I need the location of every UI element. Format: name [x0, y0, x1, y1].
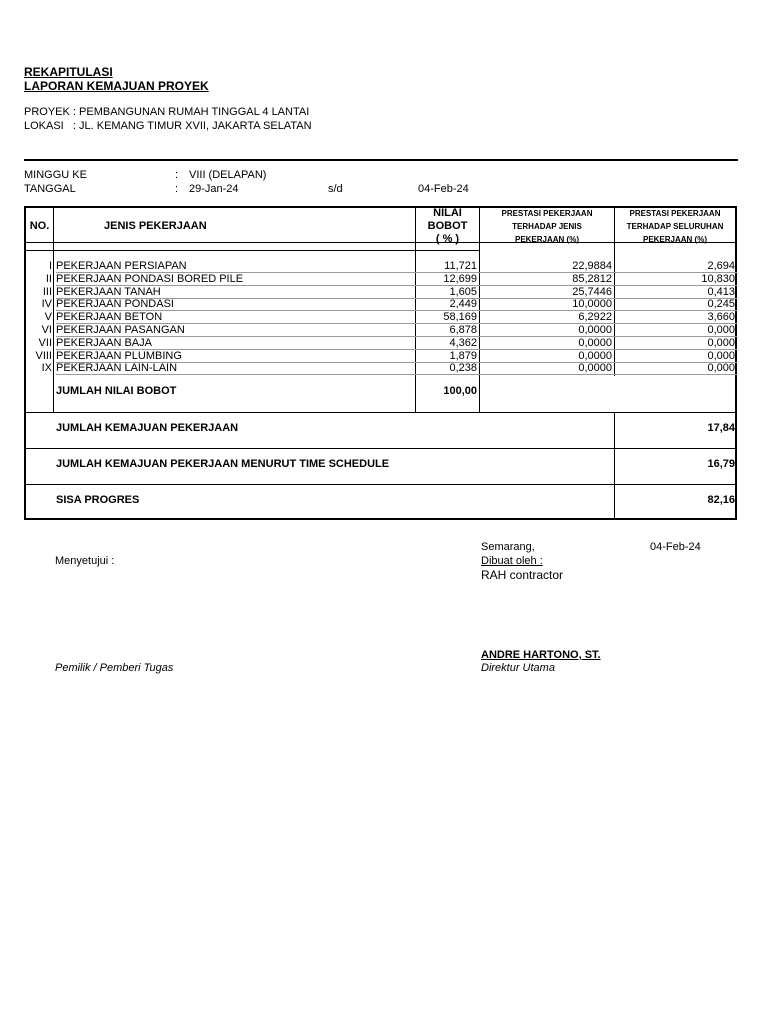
date-colon: : [175, 183, 179, 195]
progress-table [24, 206, 737, 520]
location-value: JL. KEMANG TIMUR XVII, JAKARTA SELATAN [79, 120, 312, 132]
row-prestasi-seluruh: 0,413 [707, 285, 735, 298]
week-value: VIII (DELAPAN) [189, 169, 267, 181]
row-bobot: 4,362 [449, 336, 477, 349]
row-number: I [48, 260, 52, 272]
signature-place: Semarang, [481, 541, 535, 553]
header-pj-2: TERHADAP JENIS [512, 222, 582, 231]
row-bobot: 58,169 [443, 311, 477, 324]
row-number: IX [41, 362, 52, 375]
date-sd: s/d [328, 183, 343, 195]
schedule-bottom-line [26, 484, 735, 485]
row-work-name: PEKERJAAN BETON [56, 311, 163, 324]
header-bobot-3: ( % ) [435, 233, 460, 245]
row-work-name: PEKERJAAN BAJA [56, 336, 152, 349]
row-work-name: PEKERJAAN PLUMBING [56, 349, 182, 362]
row-number: VI [41, 324, 52, 336]
progress-total-label: JUMLAH KEMAJUAN PEKERJAAN [56, 422, 239, 434]
date-from: 29-Jan-24 [189, 183, 239, 195]
row-prestasi-seluruh: 3,660 [707, 311, 735, 324]
row-prestasi-jenis: 0,0000 [578, 324, 612, 336]
row-prestasi-seluruh: 10,830 [701, 272, 735, 285]
row-bobot: 1,605 [449, 285, 477, 298]
header-bobot-1: NILAI [433, 207, 462, 219]
row-bobot: 1,879 [449, 349, 477, 362]
week-colon: : [175, 169, 179, 181]
approval-label: Menyetujui : [55, 555, 115, 567]
row-prestasi-jenis: 25,7446 [572, 285, 612, 298]
prepared-by-label: Dibuat oleh : [481, 555, 543, 567]
row-work-name: PEKERJAAN LAIN-LAIN [56, 362, 178, 375]
company-name: RAH contractor [481, 568, 564, 582]
row-bobot: 2,449 [449, 298, 477, 311]
header-pj-3: PEKERJAAN (%) [514, 235, 579, 244]
row-prestasi-seluruh: 0,000 [707, 349, 735, 362]
row-prestasi-seluruh: 0,000 [707, 362, 735, 375]
row-number: III [42, 285, 52, 298]
header-ps-1: PRESTASI PEKERJAAN [629, 209, 721, 218]
project-value: PEMBANGUNAN RUMAH TINGGAL 4 LANTAI [79, 106, 310, 118]
header-bobot-2: BOBOT [427, 220, 468, 232]
row-prestasi-seluruh: 0,000 [707, 324, 735, 336]
signer-role: Direktur Utama [481, 662, 555, 674]
remaining-value: 82,16 [707, 494, 735, 506]
row-bobot: 6,878 [449, 324, 477, 336]
row-number: IV [41, 298, 52, 311]
col-divider-summary [614, 412, 615, 520]
spacer-line [26, 250, 479, 251]
row-prestasi-jenis: 0,0000 [578, 349, 612, 362]
row-prestasi-seluruh: 2,694 [707, 260, 735, 272]
row-bobot: 12,699 [443, 272, 477, 285]
report-subtitle: LAPORAN KEMAJUAN PROYEK [24, 79, 209, 93]
header-pj-1: PRESTASI PEKERJAAN [501, 209, 593, 218]
project-line [24, 106, 309, 118]
row-prestasi-jenis: 10,0000 [572, 298, 612, 311]
row-bobot: 11,721 [444, 260, 477, 272]
row-bobot: 0,238 [449, 362, 477, 375]
header-ps-2: TERHADAP SELURUHAN [626, 222, 724, 231]
row-prestasi-jenis: 85,2812 [572, 272, 612, 285]
row-work-name: PEKERJAAN PONDASI [56, 298, 174, 311]
row-prestasi-jenis: 0,0000 [578, 336, 612, 349]
row-number: V [44, 311, 52, 324]
row-work-name: PEKERJAAN PONDASI BORED PILE [56, 272, 244, 285]
schedule-total-label: JUMLAH KEMAJUAN PEKERJAAN MENURUT TIME SCHEDULE [56, 458, 390, 470]
row-work-name: PEKERJAAN PERSIAPAN [56, 260, 187, 272]
remaining-label: SISA PROGRES [56, 494, 140, 506]
total-bobot-label: JUMLAH NILAI BOBOT [56, 385, 177, 397]
row-work-name: PEKERJAAN TANAH [56, 285, 161, 298]
total-bobot-value: 100,00 [443, 385, 477, 397]
row-prestasi-seluruh: 0,000 [707, 336, 735, 349]
row-work-name: PEKERJAAN PASANGAN [56, 324, 185, 336]
bobot-bottom-line [26, 412, 735, 413]
schedule-total-value: 16,79 [707, 458, 735, 470]
location-line [24, 120, 312, 132]
row-prestasi-jenis: 0,0000 [578, 362, 612, 375]
row-prestasi-seluruh: 0,245 [707, 298, 735, 311]
row-number: VII [38, 336, 52, 349]
signature-date: 04-Feb-24 [650, 541, 701, 553]
row-prestasi-jenis: 6,2922 [578, 311, 612, 324]
row-divider [56, 374, 737, 375]
header-ps-3: PEKERJAAN (%) [642, 235, 707, 244]
week-label: MINGGU KE [24, 169, 87, 181]
header-divider [24, 159, 738, 161]
row-number: II [45, 272, 52, 285]
row-number: VIII [35, 349, 52, 362]
location-label: LOKASI : [24, 120, 80, 132]
owner-role: Pemilik / Pemberi Tugas [55, 662, 174, 674]
header-no: NO. [29, 220, 50, 232]
date-label: TANGGAL [24, 183, 76, 195]
progress-total-value: 17,84 [707, 422, 735, 434]
signer-name: ANDRE HARTONO, ST. [481, 649, 601, 661]
row-prestasi-jenis: 22,9884 [572, 260, 612, 272]
kemajuan-bottom-line [26, 448, 735, 449]
date-to: 04-Feb-24 [418, 183, 469, 195]
project-label: PROYEK : [24, 106, 80, 118]
report-title: REKAPITULASI [24, 65, 113, 79]
header-jenis: JENIS PEKERJAAN [104, 220, 207, 232]
